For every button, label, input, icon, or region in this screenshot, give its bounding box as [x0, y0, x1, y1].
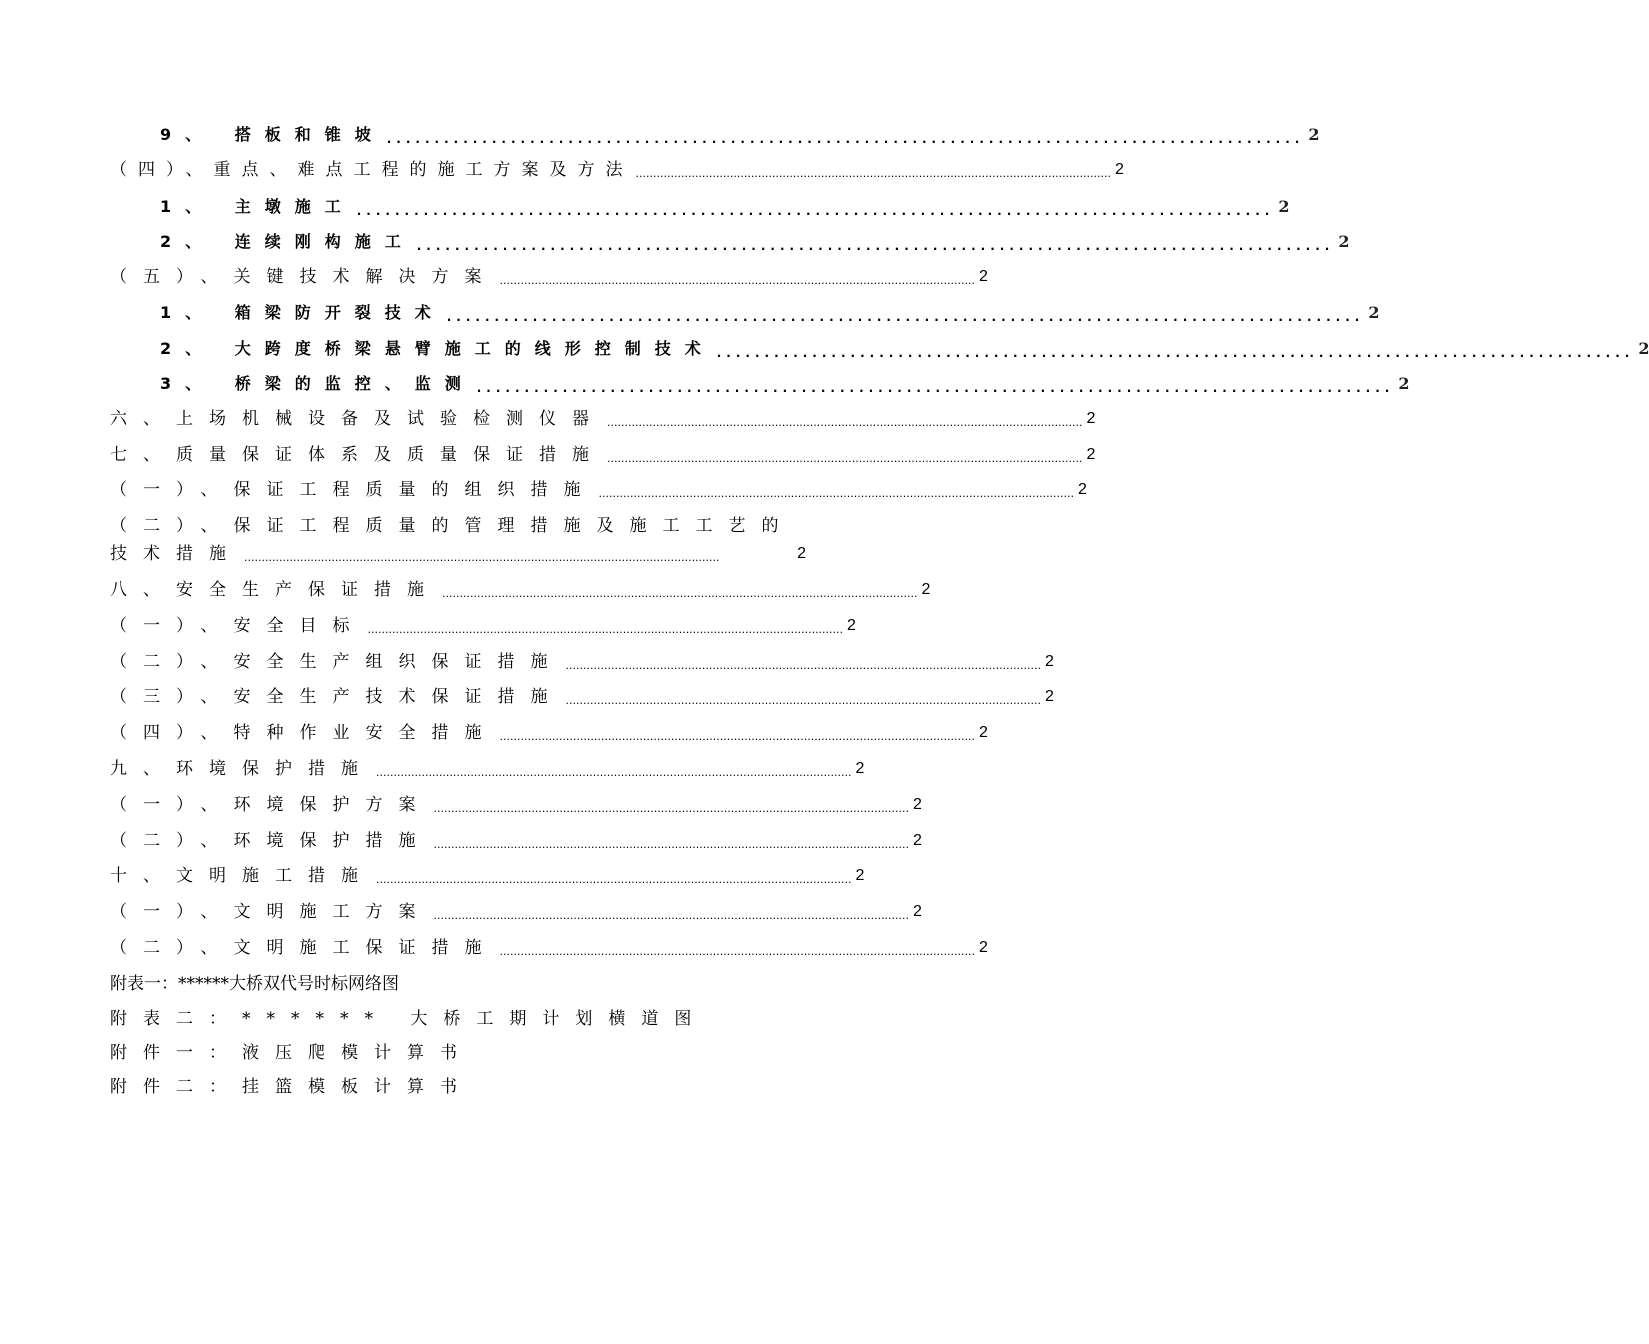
toc-entry-continuous-frame[interactable]	[160, 231, 1350, 253]
dot-leader: ........................................................................................................................................	[565, 694, 1042, 707]
toc-page-number: 2	[797, 545, 806, 562]
toc-entry-main-pier[interactable]	[160, 196, 1290, 218]
toc-page-number: 2	[979, 268, 988, 285]
toc-page-number: 2	[1368, 303, 1380, 322]
toc-page-number: 2	[979, 724, 988, 741]
dot-leader: ................................................................................................	[356, 204, 1275, 218]
appendix-table-1[interactable]: 附表一：******大桥双代号时标网络图	[110, 974, 399, 994]
dot-leader: ........................................................................................................................................	[607, 416, 1083, 429]
toc-entry-title: 八、安全生产保证措施	[110, 580, 440, 600]
dot-leader: ........................................................................................................................................	[607, 452, 1083, 465]
toc-entry-section-4[interactable]	[110, 159, 1124, 181]
toc-entry-title: 2、 连续刚构施工	[160, 232, 415, 251]
toc-entry-title: （一）、环境保护方案	[110, 795, 432, 815]
toc-page-number: 2	[1086, 410, 1096, 427]
toc-page-number: 2	[1115, 161, 1124, 178]
toc-entry-title: 1、 主墩施工	[160, 197, 355, 216]
toc-page-number: 2	[855, 760, 865, 777]
toc-entry-title: 七、质量保证体系及质量保证措施	[110, 445, 605, 465]
dot-leader: ........................................................................................................................................	[499, 274, 976, 287]
toc-entry-8-3[interactable]	[110, 686, 1054, 708]
toc-entry-title: 十、文明施工措施	[110, 866, 374, 886]
toc-entry-8-4[interactable]	[110, 722, 988, 744]
toc-entry-title: （一）、保证工程质量的组织措施	[110, 480, 597, 500]
toc-entry-title: 9、 搭板和锥坡	[160, 125, 385, 144]
toc-page-number: 2	[855, 867, 865, 884]
toc-entry-7-2-heading[interactable]: （二）、保证工程质量的管理措施及施工工艺的	[110, 516, 795, 536]
toc-entry-section-5[interactable]	[110, 266, 988, 288]
toc-entry-title: （二）、环境保护措施	[110, 831, 432, 851]
appendix-attachment-1[interactable]: 附件一：液压爬模计算书	[110, 1043, 473, 1063]
toc-entry-linear-control[interactable]	[160, 338, 1649, 360]
toc-entry-box-girder-crack[interactable]	[160, 302, 1380, 324]
toc-entry-chapter-9[interactable]	[110, 758, 865, 780]
toc-entry-10-1[interactable]	[110, 901, 922, 923]
toc-entry-title: 1、 箱梁防开裂技术	[160, 303, 445, 322]
toc-page-number: 2	[1078, 481, 1087, 498]
appendix-table-2[interactable]: 附表二：****** 大桥工期计划横道图	[110, 1009, 708, 1029]
toc-entry-7-2[interactable]	[110, 543, 806, 565]
toc-page-number: 2	[1045, 688, 1054, 705]
dot-leader: ................................................................................................	[446, 310, 1365, 324]
toc-page-number: 2	[913, 832, 922, 849]
dot-leader: ........................................................................................................................................	[376, 873, 852, 886]
toc-entry-title: （一）、安全目标	[110, 616, 366, 636]
toc-entry-title: （四）、重点、难点工程的施工方案及方法	[110, 160, 634, 180]
toc-page-number: 2	[913, 796, 922, 813]
toc-entry-9-2[interactable]	[110, 830, 922, 852]
toc-entry-title: 2、 大跨度桥梁悬臂施工的线形控制技术	[160, 339, 715, 358]
toc-entry-7-1[interactable]	[110, 479, 1087, 501]
dot-leader: ........................................................................................................................................	[376, 766, 852, 779]
toc-page-number: 2	[1398, 374, 1410, 393]
dot-leader: ........................................................................................................................................	[499, 730, 976, 743]
dot-leader: ........................................................................................................................................	[433, 802, 910, 815]
toc-entry-title: （二）、安全生产组织保证措施	[110, 652, 564, 672]
dot-leader: ........................................................................................................................................	[598, 487, 1075, 500]
toc-entry-title: 3、 桥梁的监控、监测	[160, 374, 475, 393]
toc-entry-title: （一）、文明施工方案	[110, 902, 432, 922]
dot-leader: ................................................................................................	[716, 346, 1635, 360]
dot-leader: ........................................................................................................................................	[433, 838, 910, 851]
toc-entry-title: 六、上场机械设备及试验检测仪器	[110, 409, 605, 429]
toc-page-number: 2	[847, 617, 856, 634]
toc-entry-title: （二）、文明施工保证措施	[110, 938, 498, 958]
dot-leader: ........................................................................................................................................	[499, 945, 976, 958]
toc-entry-10-2[interactable]	[110, 937, 988, 959]
dot-leader: ........................................................................................................................................	[442, 587, 918, 600]
dot-leader: ................................................................................................	[416, 239, 1335, 253]
toc-entry-chapter-6[interactable]	[110, 408, 1096, 430]
toc-entry-8-2[interactable]	[110, 651, 1054, 673]
toc-entry-title: （五）、关键技术解决方案	[110, 267, 498, 287]
toc-page-number: 2	[1278, 197, 1290, 216]
toc-entry-chapter-10[interactable]	[110, 865, 865, 887]
toc-entry-9-approach-slab[interactable]	[160, 124, 1320, 146]
toc-entry-title: 技术措施	[110, 544, 242, 564]
toc-page-number: 2	[1638, 339, 1649, 358]
dot-leader: ........................................................................................................................................	[565, 659, 1042, 672]
dot-leader: ........................................................................................................................................	[433, 909, 910, 922]
toc-page-number: 2	[913, 903, 922, 920]
toc-entry-8-1[interactable]	[110, 615, 856, 637]
dot-leader: ........................................................................................................................................	[244, 551, 720, 564]
toc-page-number: 2	[921, 581, 931, 598]
toc-entry-chapter-7[interactable]	[110, 444, 1096, 466]
dot-leader: ........................................................................................................................................	[635, 167, 1112, 180]
toc-entry-title: （三）、安全生产技术保证措施	[110, 687, 564, 707]
toc-page-number: 2	[1338, 232, 1350, 251]
dot-leader: ........................................................................................................................................	[367, 623, 844, 636]
toc-entry-monitoring[interactable]	[160, 373, 1410, 395]
toc-entry-title: （四）、特种作业安全措施	[110, 723, 498, 743]
appendix-attachment-2[interactable]: 附件二：挂篮模板计算书	[110, 1077, 473, 1097]
toc-page-number: 2	[1308, 125, 1320, 144]
toc-page-number: 2	[1045, 653, 1054, 670]
toc-page-number: 2	[1086, 446, 1096, 463]
toc-page-number: 2	[979, 939, 988, 956]
dot-leader: ................................................................................................	[476, 381, 1395, 395]
toc-entry-title: 九、环境保护措施	[110, 759, 374, 779]
dot-leader: ................................................................................................	[386, 132, 1305, 146]
toc-entry-chapter-8[interactable]	[110, 579, 931, 601]
toc-entry-9-1[interactable]	[110, 794, 922, 816]
